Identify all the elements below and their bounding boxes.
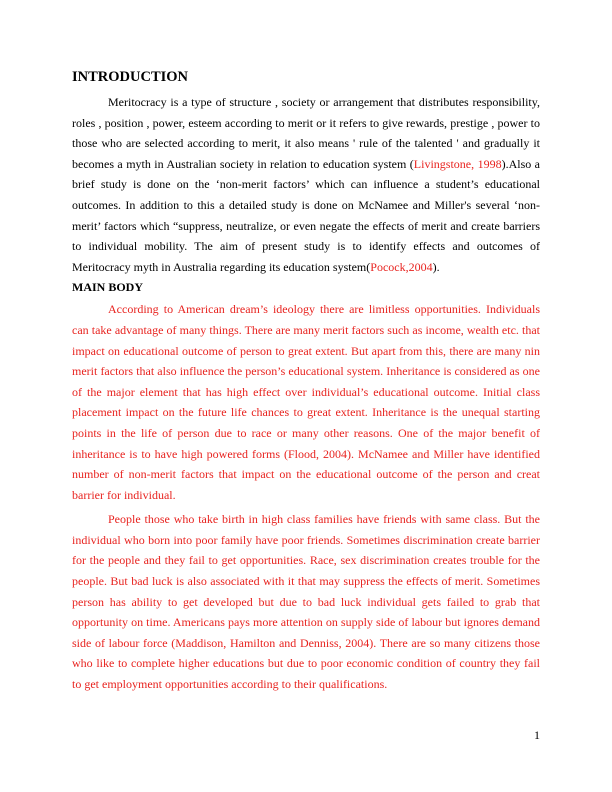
main-body-paragraph-2: People those who take birth in high class families have friends with same class. But the individual who born into poor family have poor friends. Sometimes discrimination create barrier for the people and they fail to get opportunities. Race, sex discrimination creates trouble for the people. But bad luck is also associated with it that may suppress the effects of merit. Sometimes person has ability to get developed but due to bad luck individual gets failed to grab that opportunity on time. Americans pays more attention on supply side of labour but ignores demand side of labour force (Maddison, Hamilton and Denniss, 2004). There are so many citizens those who like to complete higher educations but due to poor economic condition of country they fail to get employment opportunities according to their qualifications. — [72, 512, 540, 692]
intro-text-part-1: Meritocracy is a type of structure , society or arrangement that distributes responsibility, roles , position , power, esteem according to merit or it refers to give rewards, prestige , power to those who are selected according to merit, it also means ' rule of the talented ' and gradually it becomes a myth in Australian society in relation to education system ( — [72, 95, 540, 171]
document-page — [72, 68, 540, 697]
citation-livingstone: Livingstone, 1998 — [413, 156, 502, 171]
intro-text-part-3: ). — [432, 259, 440, 274]
main-body-heading: MAIN BODY — [72, 280, 143, 295]
intro-text-part-2: ).Also a brief study is done on the ‘non-merit factors’ which can influence a student’s educational outcomes. In addition to this a detailed study is done on McNamee and Miller's several ‘non-merit’ factors which “suppress, neutralize, or even negate the effects of merit and create barriers to individual mobility. The aim of present study is to identify effects and outcomes of Meritocracy myth in Australia regarding its education system( — [72, 156, 541, 274]
page-number: 1 — [534, 728, 540, 742]
citation-pocock: Pocock,2004 — [370, 259, 433, 274]
main-body-paragraph-1: According to American dream’s ideology there are limitless opportunities. Individuals can take advantage of many things. There are many merit factors such as income, wealth etc. that impact on educational outcome of person to great extent. But apart from this, there are many nin merit factors that also influence the person’s educational system. Inheritance is considered as one of the major element that has high effect over individual’s educational outcome. Initial class placement impact on the future life chances to great extent. Inheritance is the unequal starting points in the life of person due to race or many other reasons. One of the major benefit of inheritance is to have high powered forms (Flood, 2004). McNamee and Miller have identified number of non-merit factors that impact on the educational outcome of the person and creat barrier for individual. — [72, 302, 540, 502]
introduction-heading: INTRODUCTION — [72, 69, 189, 85]
introduction-paragraph — [72, 92, 540, 277]
